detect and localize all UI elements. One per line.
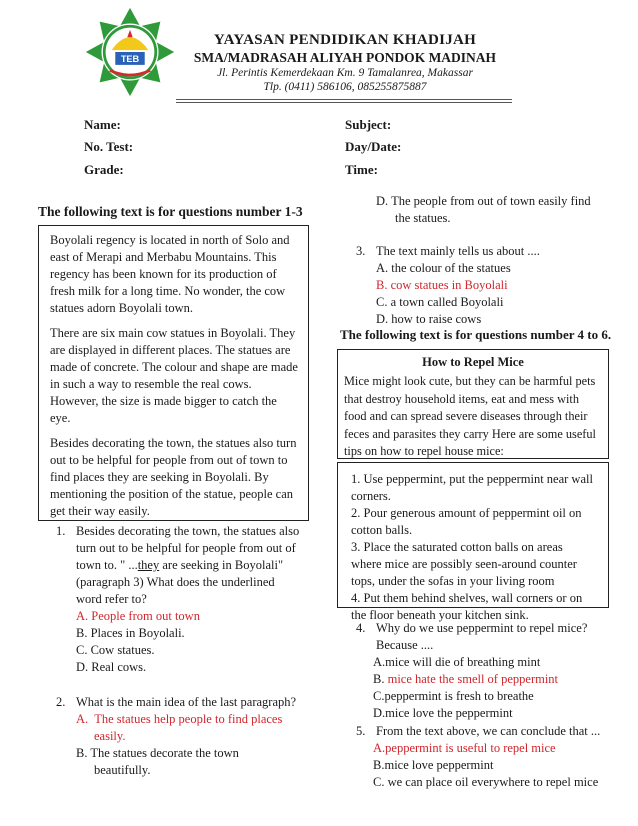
- question-5: From the text above, we can conclude that ...: [376, 724, 601, 738]
- tip-line: 2. Pour generous amount of peppermint oil on: [351, 506, 582, 520]
- question-3: The text mainly tells us about ....: [376, 244, 540, 258]
- day-date-label: Day/Date:: [345, 139, 402, 154]
- tip-line: corners.: [351, 489, 391, 503]
- tip-line: the floor beneath your kitchen sink.: [351, 608, 529, 622]
- grade-label: Grade:: [84, 162, 124, 177]
- q1-quote-start: town to. " ...: [76, 558, 138, 572]
- mice-intro-box: [337, 349, 609, 459]
- question-3-number: 3.: [356, 244, 366, 258]
- q1-quote-end: are seeking in Boyolali": [159, 558, 284, 572]
- q3-option-c[interactable]: C. a town called Boyolali: [376, 295, 504, 309]
- school-address: Jl. Perintis Kemerdekaan Km. 9 Tamalanrea, Makassar: [217, 67, 473, 79]
- q2-option-d-continued: the statues.: [395, 211, 451, 225]
- question-5-number: 5.: [356, 724, 366, 738]
- q1-line: word refer to?: [76, 592, 147, 606]
- question-1-number: 1.: [56, 524, 66, 538]
- org-name: YAYASAN PENDIDIKAN KHADIJAH: [213, 32, 477, 48]
- q5-option-c[interactable]: C. we can place oil everywhere to repel mice: [373, 775, 599, 789]
- svg-text:TEB: TEB: [120, 54, 140, 65]
- q1-option-b[interactable]: B. Places in Boyolali.: [76, 626, 185, 640]
- q1-option-c[interactable]: C. Cow statues.: [76, 643, 155, 657]
- q1-option-d[interactable]: D. Real cows.: [76, 660, 147, 674]
- mice-intro-paragraph: Mice might look cute, but they can be harmful pets that destroy household items, eat and mess with food and can spread severe diseases through their feces and parasites they carry Here are some useful tips on how to repel house mice:: [344, 374, 596, 458]
- school-logo: [84, 6, 176, 98]
- header-divider: [176, 99, 512, 100]
- q1-line: (paragraph 3) What does the underlined: [76, 575, 275, 589]
- question-4-number: 4.: [356, 621, 366, 635]
- paragraph-1: Boyolali regency is located in north of Solo and east of Merapi and Merbabu Mountains. This regency has been known for its production of fresh milk for a long time. No wonder, the cow statues adorn Boyolali town.: [50, 233, 290, 315]
- mice-text-title: How to Repel Mice: [422, 355, 524, 369]
- q2-option-a-continued: easily.: [94, 729, 126, 743]
- mice-tips-box: [337, 462, 609, 622]
- q2-option-a[interactable]: A. The statues help people to find places: [76, 712, 283, 726]
- q4-because: Because ....: [376, 638, 434, 652]
- question-1: [76, 523, 316, 608]
- section2-title: The following text is for questions number 4 to 6.: [340, 327, 612, 342]
- name-field-label: Name:: [84, 117, 121, 132]
- underlined-word: they: [137, 558, 160, 572]
- q3-option-b[interactable]: B. cow statues in Boyolali: [376, 278, 508, 292]
- q3-option-a[interactable]: A. the colour of the statues: [376, 261, 511, 275]
- q2-option-b[interactable]: B. The statues decorate the town: [76, 746, 239, 760]
- tip-line: cotton balls.: [351, 523, 413, 537]
- time-label: Time:: [345, 162, 378, 177]
- q1-line: turn out to be helpful for people from out of: [76, 541, 296, 555]
- q3-option-d[interactable]: D. how to raise cows: [376, 312, 482, 326]
- q4-option-b[interactable]: B. mice hate the smell of peppermint: [373, 672, 559, 686]
- test-number-label: No. Test:: [84, 139, 134, 154]
- school-phone: Tlp. (0411) 586106, 085255875887: [263, 81, 427, 93]
- question-2: What is the main idea of the last paragraph?: [76, 695, 297, 709]
- q1-line: Besides decorating the town, the statues also: [76, 524, 300, 538]
- question-4: Why do we use peppermint to repel mice?: [376, 621, 588, 635]
- q2-option-d[interactable]: D. The people from out of town easily find: [376, 194, 591, 208]
- tip-line: 1. Use peppermint, put the peppermint near wall: [351, 472, 593, 486]
- paragraph-2: There are six main cow statues in Boyolali. They are displayed in different places. The statues are made of concrete. The colour and shape are made in such a way to resemble the real cows. However, the size is made bigger to catch the eye.: [50, 326, 298, 425]
- q5-option-a[interactable]: A.peppermint is useful to repel mice: [373, 741, 556, 755]
- q1-option-a[interactable]: A. People from out town: [76, 609, 200, 623]
- q4-option-d[interactable]: D.mice love the peppermint: [373, 706, 513, 720]
- q5-option-b[interactable]: B.mice love peppermint: [373, 758, 494, 772]
- q2-option-b-continued: beautifully.: [94, 763, 151, 777]
- q4-option-c[interactable]: C.peppermint is fresh to breathe: [373, 689, 534, 703]
- q1-quote-line: [76, 557, 316, 574]
- tip-line: where mice are possibly seen-around counter: [351, 557, 577, 571]
- tip-line: 3. Place the saturated cotton balls on areas: [351, 540, 563, 554]
- q4-option-a[interactable]: A.mice will die of breathing mint: [373, 655, 541, 669]
- tip-line: tops, under the sofas in your living room: [351, 574, 555, 588]
- question-2-number: 2.: [56, 695, 66, 709]
- boyolali-text-box: [38, 225, 309, 521]
- school-name: SMA/MADRASAH ALIYAH PONDOK MADINAH: [193, 50, 497, 65]
- tip-line: 4. Put them behind shelves, wall corners or on: [351, 591, 583, 605]
- subject-label: Subject:: [345, 117, 392, 132]
- header-divider-second: [176, 102, 512, 103]
- section1-title: The following text is for questions number 1-3: [38, 204, 303, 219]
- paragraph-3: Besides decorating the town, the statues also turn out to be helpful for people from out of town to find places they are seeking in Boyolali. By mentioning the position of the statue, people can get their way easily.: [50, 436, 297, 518]
